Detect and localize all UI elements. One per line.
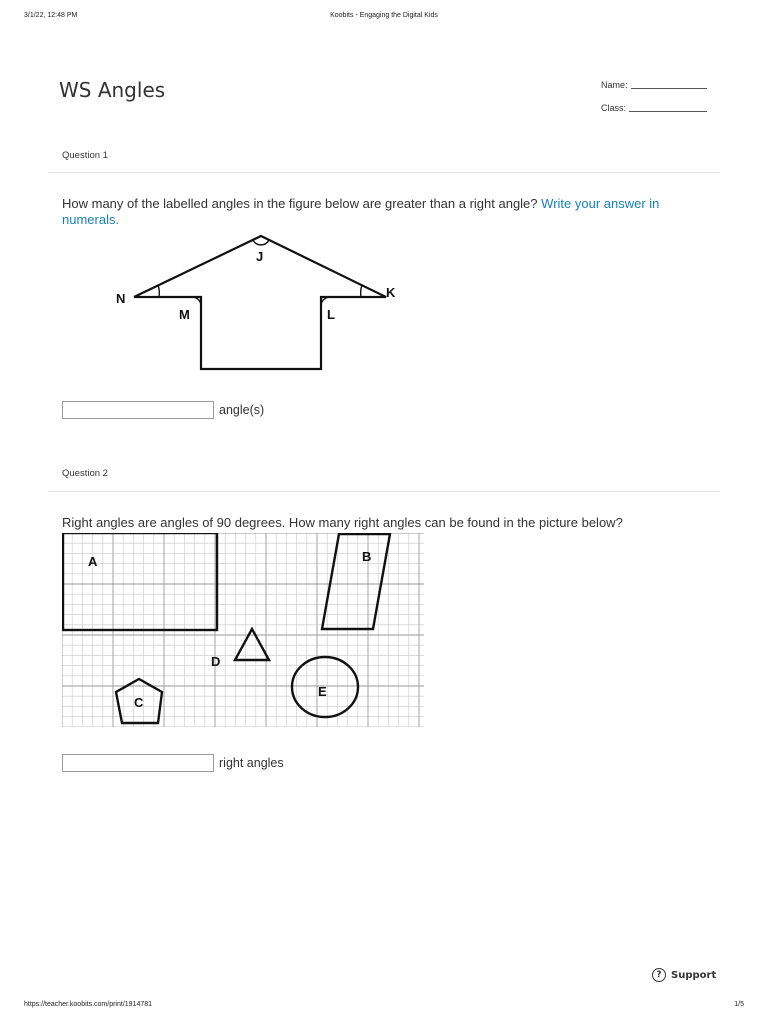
shape-a-rectangle [63,533,217,630]
question-1-label: Question 1 [62,150,108,161]
name-blank-line [631,88,707,89]
angle-j-arc [253,240,269,245]
class-label: Class: [601,103,627,113]
print-footer [0,1001,768,1013]
question-1-text [62,196,702,228]
label-m: M [179,307,190,322]
support-button[interactable] [652,967,716,983]
question-1-unit: angle(s) [219,403,265,417]
question-2-label: Question 2 [62,468,108,479]
label-a: A [88,554,98,569]
question-1-prompt: How many of the labelled angles in the figure below are greater than a right angle? [62,196,538,211]
print-datetime: 3/1/22, 12:48 PM [24,12,78,19]
label-e: E [318,684,327,699]
question-1-hint: Write your answer in numerals. [62,196,660,227]
name-field [601,80,707,90]
question-2-divider [48,491,720,492]
question-1-answer-input[interactable] [62,401,214,419]
label-j: J [256,249,264,264]
class-blank-line [629,111,707,112]
right-angles-figure [62,533,424,727]
grid-shapes [63,533,390,723]
angles-figure [110,230,410,375]
angle-n-arc [158,285,159,297]
label-n: N [116,291,126,306]
question-2-unit: right angles [219,756,284,770]
label-d: D [211,654,221,669]
question-1-divider [48,172,720,173]
print-header [0,12,768,24]
print-url: https://teacher.koobits.com/print/1914781 [24,1001,153,1008]
label-b: B [362,549,372,564]
label-c: C [134,695,144,710]
name-label: Name: [601,80,628,90]
question-2-text: Right angles are angles of 90 degrees. How many right angles can be found in the picture below? [62,515,623,530]
print-page-title: Koobits - Engaging the Digital Kids [330,12,438,19]
support-label: Support [671,969,717,981]
angle-k-arc [361,285,362,297]
print-page-number: 1/5 [734,1001,744,1008]
angle-l-arc [321,297,330,306]
class-field [601,103,707,113]
question-circle-icon: ? [652,968,666,982]
label-l: L [327,307,335,322]
angle-m-arc [192,297,201,306]
label-k: K [386,285,396,300]
question-2-answer-input[interactable] [62,754,214,772]
worksheet-title: WS Angles [59,78,166,102]
